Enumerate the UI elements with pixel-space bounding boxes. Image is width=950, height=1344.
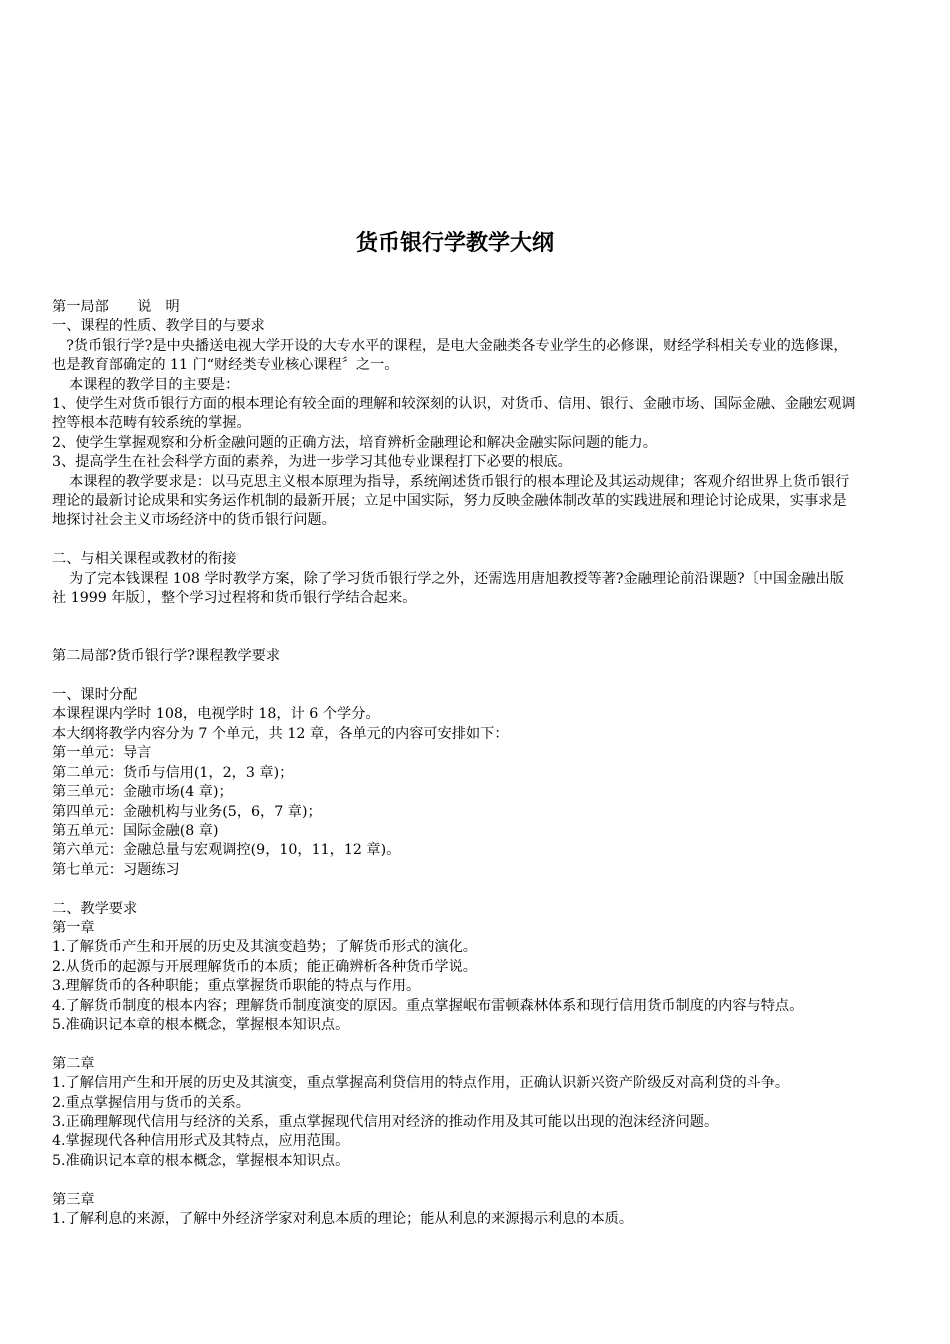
chapter2-heading: 第二章 bbox=[52, 1055, 95, 1072]
chapter1-item: 1.了解货币产生和开展的历史及其演变趋势；了解货币形式的演化。 bbox=[52, 939, 477, 956]
goal-item: 2、使学生掌握观察和分析金融问题的正确方法，培育辨析金融理论和解决金融实际问题的能力。 bbox=[52, 434, 657, 451]
schedule-line: 第六单元：金融总量与宏观调控(9，10，11，12 章)。 bbox=[52, 842, 401, 859]
part1-section1-paragraph: 本课程的教学目的主要是： bbox=[69, 376, 240, 393]
part1-section1-paragraph: 本课程的教学要求是：以马克思主义根本原理为指导，系统阐述货币银行的根本理论及其运动规律；客观介绍世界上货币银行理论的最新讨论成果和实务运作机制的最新开展；立足中国实际，努力反映金融体制改革的实践进展和理论讨论成果，实事求是地探讨社会主义市场经济中的货币银行问题。 bbox=[52, 473, 850, 529]
part2-section1-heading: 一、课时分配 bbox=[52, 687, 138, 704]
spacer bbox=[52, 667, 858, 686]
chapter1-item: 2.从货币的起源与开展理解货币的本质；能正确辨析各种货币学说。 bbox=[52, 958, 477, 975]
chapter1-heading: 第一章 bbox=[52, 919, 95, 936]
spacer bbox=[52, 531, 858, 550]
document-title: 货币银行学教学大纲 bbox=[355, 231, 554, 256]
chapter3-item: 1.了解利息的来源，了解中外经济学家对利息本质的理论；能从利息的来源揭示利息的本质。 bbox=[52, 1211, 634, 1227]
document-body bbox=[52, 298, 858, 1229]
chapter2-item: 3.正确理解现代信用与经济的关系，重点掌握现代信用对经济的推动作用及其可能以出现的泡沫经济问题。 bbox=[52, 1113, 719, 1130]
chapter2-item: 2.重点掌握信用与货币的关系。 bbox=[52, 1094, 250, 1111]
schedule-line: 第一单元：导言 bbox=[52, 745, 152, 762]
part2-section2-heading: 二、教学要求 bbox=[52, 900, 138, 917]
chapter2-item: 1.了解信用产生和开展的历史及其演变，重点掌握高利贷信用的特点作用，正确认识新兴资产阶级反对高利贷的斗争。 bbox=[52, 1075, 790, 1092]
schedule-line: 本大纲将教学内容分为 7 个单元，共 12 章，各单元的内容可安排如下： bbox=[52, 725, 509, 742]
part1-section2-paragraph: 为了完本钱课程 108 学时教学方案，除了学习货币银行学之外，还需选用唐旭教授等著?金融理论前沿课题?〔中国金融出版社 1999 年版〕，整个学习过程将和货币银行学结合起来。 bbox=[52, 570, 844, 607]
spacer bbox=[52, 880, 858, 899]
part2-heading: 第二局部?货币银行学?课程教学要求 bbox=[52, 648, 281, 665]
chapter2-item: 4.掌握现代各种信用形式及其特点，应用范围。 bbox=[52, 1133, 350, 1150]
part1-heading: 第一局部 说 明 bbox=[52, 299, 180, 315]
chapter1-item: 4.了解货币制度的根本内容；理解货币制度演变的原因。重点掌握岷布雷顿森林体系和现行信用货币制度的内容与特点。 bbox=[52, 997, 804, 1014]
schedule-line: 第五单元：国际金融(8 章) bbox=[52, 822, 219, 839]
spacer bbox=[52, 1035, 858, 1054]
schedule-line: 第三单元：金融市场(4 章)； bbox=[52, 784, 233, 801]
part1-section2-heading: 二、与相关课程或教材的衔接 bbox=[52, 551, 237, 568]
chapter3-heading: 第三章 bbox=[52, 1191, 95, 1208]
spacer bbox=[52, 608, 858, 647]
schedule-line: 第二单元：货币与信用(1，2，3 章)； bbox=[52, 764, 294, 781]
schedule-line: 第七单元：习题练习 bbox=[52, 861, 180, 878]
chapter1-item: 5.准确识记本章的根本概念，掌握根本知识点。 bbox=[52, 1016, 350, 1033]
goal-item: 1、使学生对货币银行方面的根本理论有较全面的理解和较深刻的认识，对货币、信用、银行、金融市场、国际金融、金融宏观调控等根本范畴有较系统的掌握。 bbox=[52, 396, 856, 432]
spacer bbox=[52, 1171, 858, 1190]
goal-item: 3、提高学生在社会科学方面的素养，为进一步学习其他专业课程打下必要的根底。 bbox=[52, 454, 572, 471]
part1-section1-paragraph: ?货币银行学?是中央播送电视大学开设的大专水平的课程，是电大金融类各专业学生的必修课，财经学科相关专业的选修课，也是教育部确定的 11 门“财经类专业核心课程〞之一。 bbox=[52, 337, 848, 374]
part1-section1-heading: 一、课程的性质、教学目的与要求 bbox=[52, 318, 265, 335]
chapter2-item: 5.准确识记本章的根本概念，掌握根本知识点。 bbox=[52, 1152, 350, 1169]
schedule-line: 本课程课内学时 108，电视学时 18，计 6 个学分。 bbox=[52, 706, 380, 723]
chapter1-item: 3.理解货币的各种职能；重点掌握货币职能的特点与作用。 bbox=[52, 978, 421, 995]
schedule-line: 第四单元：金融机构与业务(5，6，7 章)； bbox=[52, 803, 322, 820]
